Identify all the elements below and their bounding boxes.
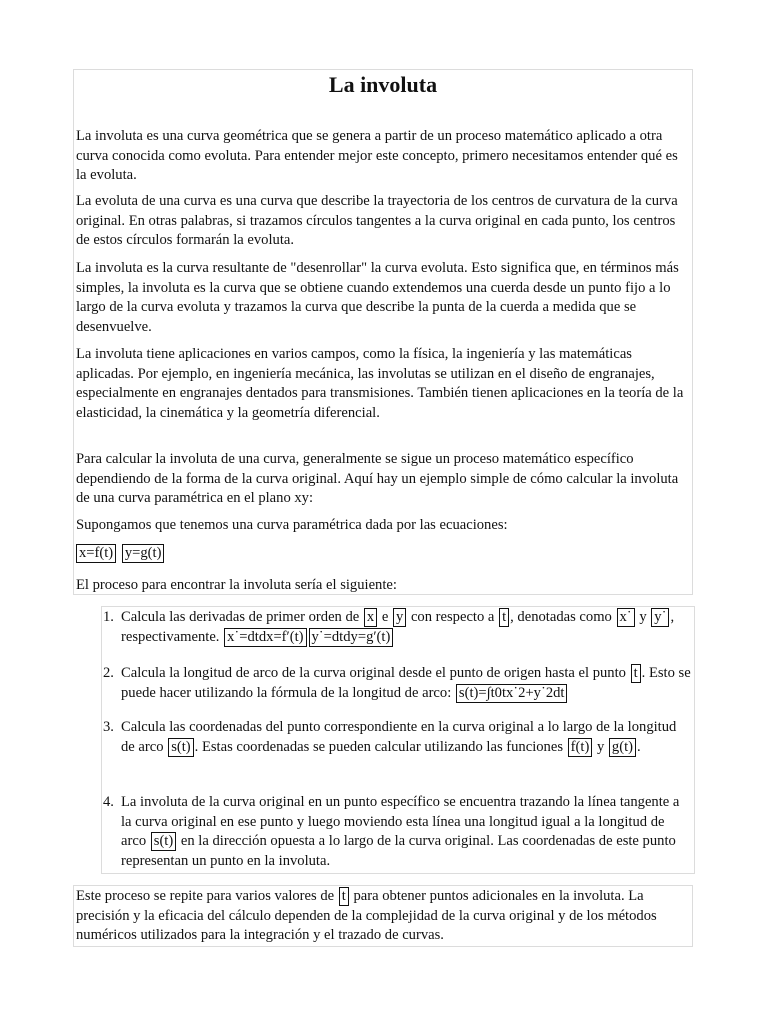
list-item — [103, 664, 692, 703]
math-inline: s(t) — [151, 832, 176, 851]
list-number: 1. — [103, 609, 114, 625]
step-text: . Esto se puede hacer utilizando la fórmula de la longitud de arco: — [121, 665, 691, 701]
paragraph-conclusion — [76, 887, 688, 946]
paragraph-aplicaciones: La involuta tiene aplicaciones en varios campos, como la física, la ingeniería y las matemáticas aplicadas. Por ejemplo, en ingeniería mecánica, las involutas se utilizan en el diseño de engranajes, especialmente en engranajes dentados para transmisiones. También tienen aplicaciones en la teoría de la elasticidad, la cinemática y la geometría diferencial. — [76, 346, 684, 421]
step-text: . — [636, 738, 641, 755]
list-item — [103, 608, 692, 647]
step-text: La involuta de la curva original en un punto específico se encuentra trazando la línea tangente a la curva original en ese punto y luego moviendo esta línea una longitud igual a la longitud de arco — [121, 794, 680, 850]
math-inline: t — [499, 608, 509, 627]
step-text: , respectivamente. — [121, 609, 675, 645]
math-inline: s(t)=∫t0tx˙2+y˙2dt — [456, 684, 568, 703]
math-inline: x˙ — [617, 608, 635, 627]
math-inline: x˙=dtdx=f′(t) — [224, 628, 306, 647]
step-text: en la dirección opuesta a lo largo de la curva original. Las coordenadas de este punto representan un punto en la involuta. — [121, 833, 676, 869]
step-text: . Estas coordenadas se pueden calcular utilizando las funciones — [194, 738, 567, 755]
list-number: 3. — [103, 719, 114, 735]
math-inline: f(t) — [568, 738, 593, 757]
math-inline: g(t) — [609, 738, 636, 757]
math-inline: t — [631, 664, 641, 683]
step-text: con respecto a — [407, 609, 499, 625]
step-text: y — [593, 738, 608, 755]
math-inline: t — [339, 887, 349, 906]
equations-line — [76, 544, 688, 564]
math-y-equation: y=g(t) — [122, 544, 165, 563]
math-inline: x — [364, 608, 377, 627]
paragraph-desenrollar: La involuta es la curva resultante de "desenrollar" la curva evoluta. Esto significa que, en términos más simples, la involuta es la curva que se obtiene cuando extendemos una cuerda desde un punto fijo a lo largo de la curva evoluta y trazamos la curva que describe la punta de la cuerda a medida que se desenvuelve. — [76, 260, 679, 335]
step-text: Calcula las coordenadas del punto correspondiente en la curva original a lo largo de la longitud de arco — [121, 719, 677, 755]
paragraph-supongamos: Supongamos que tenemos una curva paramétrica dada por las ecuaciones: — [76, 517, 508, 533]
paragraph-evoluta: La evoluta de una curva es una curva que describe la trayectoria de los centros de curvatura de la curva original. En otras palabras, si trazamos círculos tangentes a la curva original en cada punto, los centros de estos círculos formarán la evoluta. — [76, 193, 678, 249]
intro-section — [73, 69, 693, 595]
step-text: , denotadas como — [510, 609, 616, 625]
page-title: La involuta — [328, 72, 438, 97]
outro-text: Este proceso se repite para varios valores de — [76, 888, 338, 904]
list-number: 2. — [103, 665, 114, 681]
list-item — [103, 793, 692, 871]
outro-section — [73, 885, 693, 947]
list-number: 4. — [103, 794, 114, 810]
step-text: e — [378, 609, 392, 625]
math-inline: y˙=dtdy=g′(t) — [309, 628, 394, 647]
math-inline: y — [393, 608, 406, 627]
list-item — [103, 718, 692, 757]
paragraph-calculo: Para calcular la involuta de una curva, generalmente se sigue un proceso matemático específico dependiendo de la forma de la curva original. Aquí hay un ejemplo simple de cómo calcular la involuta de una curva paramétrica en el plano xy: — [76, 451, 679, 507]
step-text: Calcula la longitud de arco de la curva original desde el punto de origen hasta el punto — [121, 665, 630, 681]
outro-text: para obtener puntos adicionales en la involuta. La precisión y la eficacia del cálculo dependen de la complejidad de la curva original y de los métodos numéricos utilizados para la integración y el trazado de curvas. — [76, 888, 657, 944]
math-inline: s(t) — [168, 738, 193, 757]
steps-list-section — [101, 606, 695, 874]
step-text: Calcula las derivadas de primer orden de — [121, 609, 363, 625]
paragraph-proceso: El proceso para encontrar la involuta sería el siguiente: — [76, 577, 397, 593]
math-inline: y˙ — [651, 608, 669, 627]
paragraph-involuta-intro: La involuta es una curva geométrica que se genera a partir de un proceso matemático aplicado a otra curva conocida como evoluta. Para entender mejor este concepto, primero necesitamos entender qué es la evoluta. — [76, 128, 678, 184]
step-text: y — [635, 609, 651, 625]
math-x-equation: x=f(t) — [76, 544, 116, 563]
